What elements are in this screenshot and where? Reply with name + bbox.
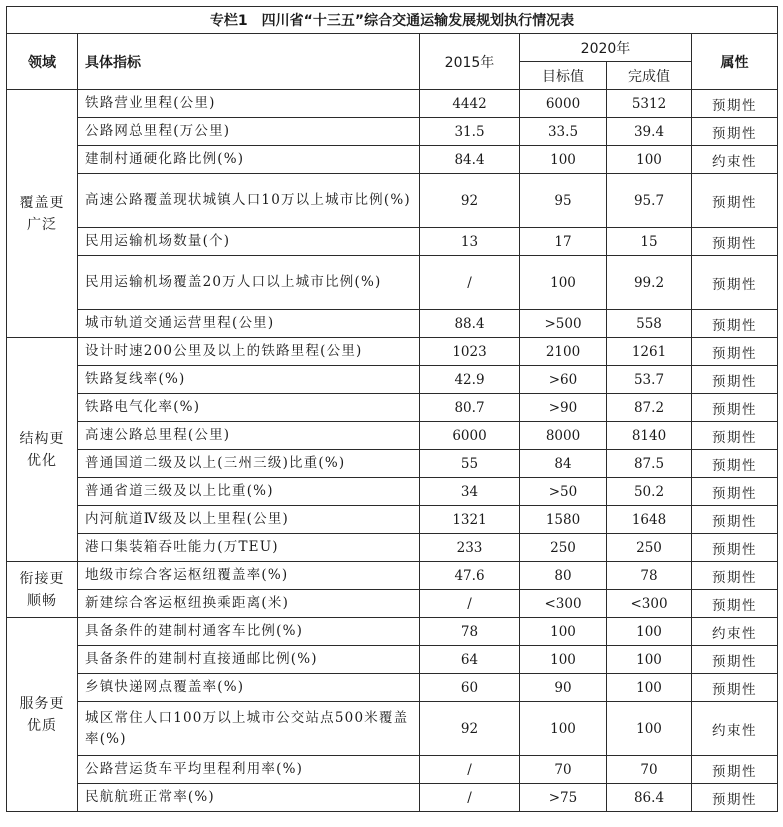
- table-row: [7, 506, 778, 534]
- domain-cell: [7, 562, 78, 618]
- value-2015-cell: 92: [420, 702, 520, 756]
- indicator-cell: 普通国道二级及以上(三州三级)比重(%): [78, 450, 420, 478]
- indicator-cell: 铁路复线率(%): [78, 366, 420, 394]
- table-row: [7, 674, 778, 702]
- indicator-cell: 乡镇快递网点覆盖率(%): [78, 674, 420, 702]
- header-2020: 2020年: [520, 34, 692, 62]
- table-row: [7, 618, 778, 646]
- table-row: [7, 562, 778, 590]
- target-value-cell: 17: [520, 228, 607, 256]
- attribute-cell: 预期性: [692, 674, 778, 702]
- actual-value-cell: 100: [607, 146, 692, 174]
- attribute-cell: 预期性: [692, 118, 778, 146]
- actual-value-cell: 100: [607, 674, 692, 702]
- actual-value-cell: 100: [607, 702, 692, 756]
- indicator-cell: 高速公路覆盖现状城镇人口10万以上城市比例(%): [78, 174, 420, 228]
- attribute-cell: 预期性: [692, 90, 778, 118]
- indicator-cell: 内河航道Ⅳ级及以上里程(公里): [78, 506, 420, 534]
- target-value-cell: >90: [520, 394, 607, 422]
- actual-value-cell: 87.2: [607, 394, 692, 422]
- indicator-cell: 公路营运货车平均里程利用率(%): [78, 756, 420, 784]
- indicator-cell: 民航航班正常率(%): [78, 784, 420, 812]
- attribute-cell: 预期性: [692, 450, 778, 478]
- table-row: [7, 90, 778, 118]
- actual-value-cell: 5312: [607, 90, 692, 118]
- value-2015-cell: 80.7: [420, 394, 520, 422]
- indicator-cell: 普通省道三级及以上比重(%): [78, 478, 420, 506]
- table-row: [7, 118, 778, 146]
- domain-label-line: 顺畅: [27, 592, 57, 609]
- target-value-cell: 2100: [520, 338, 607, 366]
- actual-value-cell: 100: [607, 646, 692, 674]
- attribute-cell: 预期性: [692, 366, 778, 394]
- actual-value-cell: 1648: [607, 506, 692, 534]
- target-value-cell: 70: [520, 756, 607, 784]
- target-value-cell: >60: [520, 366, 607, 394]
- indicator-cell: 具备条件的建制村通客车比例(%): [78, 618, 420, 646]
- actual-value-cell: 87.5: [607, 450, 692, 478]
- attribute-cell: 预期性: [692, 228, 778, 256]
- table-row: [7, 450, 778, 478]
- indicator-cell: 城区常住人口100万以上城市公交站点500米覆盖率(%): [78, 702, 420, 756]
- target-value-cell: 6000: [520, 90, 607, 118]
- table-body: [7, 90, 778, 812]
- table-row: [7, 422, 778, 450]
- table-row: [7, 756, 778, 784]
- table-row: [7, 310, 778, 338]
- target-value-cell: 100: [520, 646, 607, 674]
- indicator-cell: 地级市综合客运枢纽覆盖率(%): [78, 562, 420, 590]
- actual-value-cell: 99.2: [607, 256, 692, 310]
- table-row: [7, 394, 778, 422]
- value-2015-cell: 31.5: [420, 118, 520, 146]
- domain-label-line: 优化: [27, 452, 57, 469]
- target-value-cell: 100: [520, 146, 607, 174]
- indicator-cell: 民用运输机场覆盖20万人口以上城市比例(%): [78, 256, 420, 310]
- value-2015-cell: 6000: [420, 422, 520, 450]
- value-2015-cell: 233: [420, 534, 520, 562]
- value-2015-cell: 47.6: [420, 562, 520, 590]
- domain-label-line: 覆盖更: [19, 194, 65, 211]
- actual-value-cell: 250: [607, 534, 692, 562]
- value-2015-cell: /: [420, 784, 520, 812]
- value-2015-cell: 13: [420, 228, 520, 256]
- header-domain: 领域: [7, 34, 78, 90]
- table-row: [7, 534, 778, 562]
- indicator-cell: 建制村通硬化路比例(%): [78, 146, 420, 174]
- value-2015-cell: /: [420, 590, 520, 618]
- target-value-cell: 100: [520, 702, 607, 756]
- indicator-cell: 港口集装箱吞吐能力(万TEU): [78, 534, 420, 562]
- attribute-cell: 预期性: [692, 338, 778, 366]
- target-value-cell: 1580: [520, 506, 607, 534]
- indicator-cell: 公路网总里程(万公里): [78, 118, 420, 146]
- attribute-cell: 预期性: [692, 756, 778, 784]
- value-2015-cell: 78: [420, 618, 520, 646]
- target-value-cell: <300: [520, 590, 607, 618]
- actual-value-cell: 558: [607, 310, 692, 338]
- target-value-cell: >50: [520, 478, 607, 506]
- value-2015-cell: 42.9: [420, 366, 520, 394]
- domain-label-line: 优质: [27, 717, 57, 734]
- value-2015-cell: 34: [420, 478, 520, 506]
- actual-value-cell: 95.7: [607, 174, 692, 228]
- table-row: [7, 174, 778, 228]
- table-row: [7, 256, 778, 310]
- value-2015-cell: 92: [420, 174, 520, 228]
- attribute-cell: 预期性: [692, 784, 778, 812]
- actual-value-cell: 39.4: [607, 118, 692, 146]
- actual-value-cell: 53.7: [607, 366, 692, 394]
- target-value-cell: 90: [520, 674, 607, 702]
- indicator-cell: 铁路电气化率(%): [78, 394, 420, 422]
- target-value-cell: 84: [520, 450, 607, 478]
- actual-value-cell: 1261: [607, 338, 692, 366]
- table-title: 专栏1 四川省“十三五”综合交通运输发展规划执行情况表: [7, 7, 778, 34]
- attribute-cell: 预期性: [692, 506, 778, 534]
- header-attribute: 属性: [692, 34, 778, 90]
- target-value-cell: 100: [520, 256, 607, 310]
- actual-value-cell: 86.4: [607, 784, 692, 812]
- attribute-cell: 预期性: [692, 174, 778, 228]
- target-value-cell: 95: [520, 174, 607, 228]
- actual-value-cell: 50.2: [607, 478, 692, 506]
- attribute-cell: 预期性: [692, 310, 778, 338]
- attribute-cell: 预期性: [692, 422, 778, 450]
- actual-value-cell: 8140: [607, 422, 692, 450]
- attribute-cell: 预期性: [692, 478, 778, 506]
- indicator-cell: 设计时速200公里及以上的铁路里程(公里): [78, 338, 420, 366]
- indicator-cell: 民用运输机场数量(个): [78, 228, 420, 256]
- target-value-cell: 8000: [520, 422, 607, 450]
- attribute-cell: 预期性: [692, 534, 778, 562]
- attribute-cell: 约束性: [692, 146, 778, 174]
- table-row: [7, 228, 778, 256]
- attribute-cell: 约束性: [692, 702, 778, 756]
- transport-plan-table: [6, 6, 778, 812]
- indicator-cell: 城市轨道交通运营里程(公里): [78, 310, 420, 338]
- value-2015-cell: /: [420, 756, 520, 784]
- header-target: 目标值: [520, 62, 607, 90]
- actual-value-cell: 78: [607, 562, 692, 590]
- indicator-cell: 高速公路总里程(公里): [78, 422, 420, 450]
- attribute-cell: 预期性: [692, 590, 778, 618]
- domain-label-line: 广泛: [27, 216, 57, 233]
- target-value-cell: >75: [520, 784, 607, 812]
- attribute-cell: 预期性: [692, 394, 778, 422]
- table-row: [7, 338, 778, 366]
- actual-value-cell: 15: [607, 228, 692, 256]
- target-value-cell: 33.5: [520, 118, 607, 146]
- value-2015-cell: 1321: [420, 506, 520, 534]
- table-row: [7, 590, 778, 618]
- target-value-cell: 100: [520, 618, 607, 646]
- table-row: [7, 146, 778, 174]
- value-2015-cell: 4442: [420, 90, 520, 118]
- attribute-cell: 约束性: [692, 618, 778, 646]
- indicator-cell: 铁路营业里程(公里): [78, 90, 420, 118]
- domain-label-line: 衔接更: [19, 570, 65, 587]
- attribute-cell: 预期性: [692, 646, 778, 674]
- value-2015-cell: 55: [420, 450, 520, 478]
- actual-value-cell: 70: [607, 756, 692, 784]
- indicator-cell: 新建综合客运枢纽换乘距离(米): [78, 590, 420, 618]
- header-actual: 完成值: [607, 62, 692, 90]
- domain-label-line: 结构更: [19, 430, 65, 447]
- domain-label-line: 服务更: [19, 695, 65, 712]
- target-value-cell: >500: [520, 310, 607, 338]
- table-container: [6, 6, 777, 812]
- table-row: [7, 366, 778, 394]
- indicator-cell: 具备条件的建制村直接通邮比例(%): [78, 646, 420, 674]
- value-2015-cell: 60: [420, 674, 520, 702]
- header-2015: 2015年: [420, 34, 520, 90]
- attribute-cell: 预期性: [692, 256, 778, 310]
- target-value-cell: 250: [520, 534, 607, 562]
- domain-cell: [7, 338, 78, 562]
- target-value-cell: 80: [520, 562, 607, 590]
- actual-value-cell: 100: [607, 618, 692, 646]
- value-2015-cell: 1023: [420, 338, 520, 366]
- value-2015-cell: 88.4: [420, 310, 520, 338]
- actual-value-cell: <300: [607, 590, 692, 618]
- value-2015-cell: /: [420, 256, 520, 310]
- attribute-cell: 预期性: [692, 562, 778, 590]
- table-row: [7, 784, 778, 812]
- table-row: [7, 646, 778, 674]
- value-2015-cell: 64: [420, 646, 520, 674]
- table-row: [7, 702, 778, 756]
- header-indicator: 具体指标: [78, 34, 420, 90]
- table-row: [7, 478, 778, 506]
- value-2015-cell: 84.4: [420, 146, 520, 174]
- domain-cell: [7, 90, 78, 338]
- domain-cell: [7, 618, 78, 812]
